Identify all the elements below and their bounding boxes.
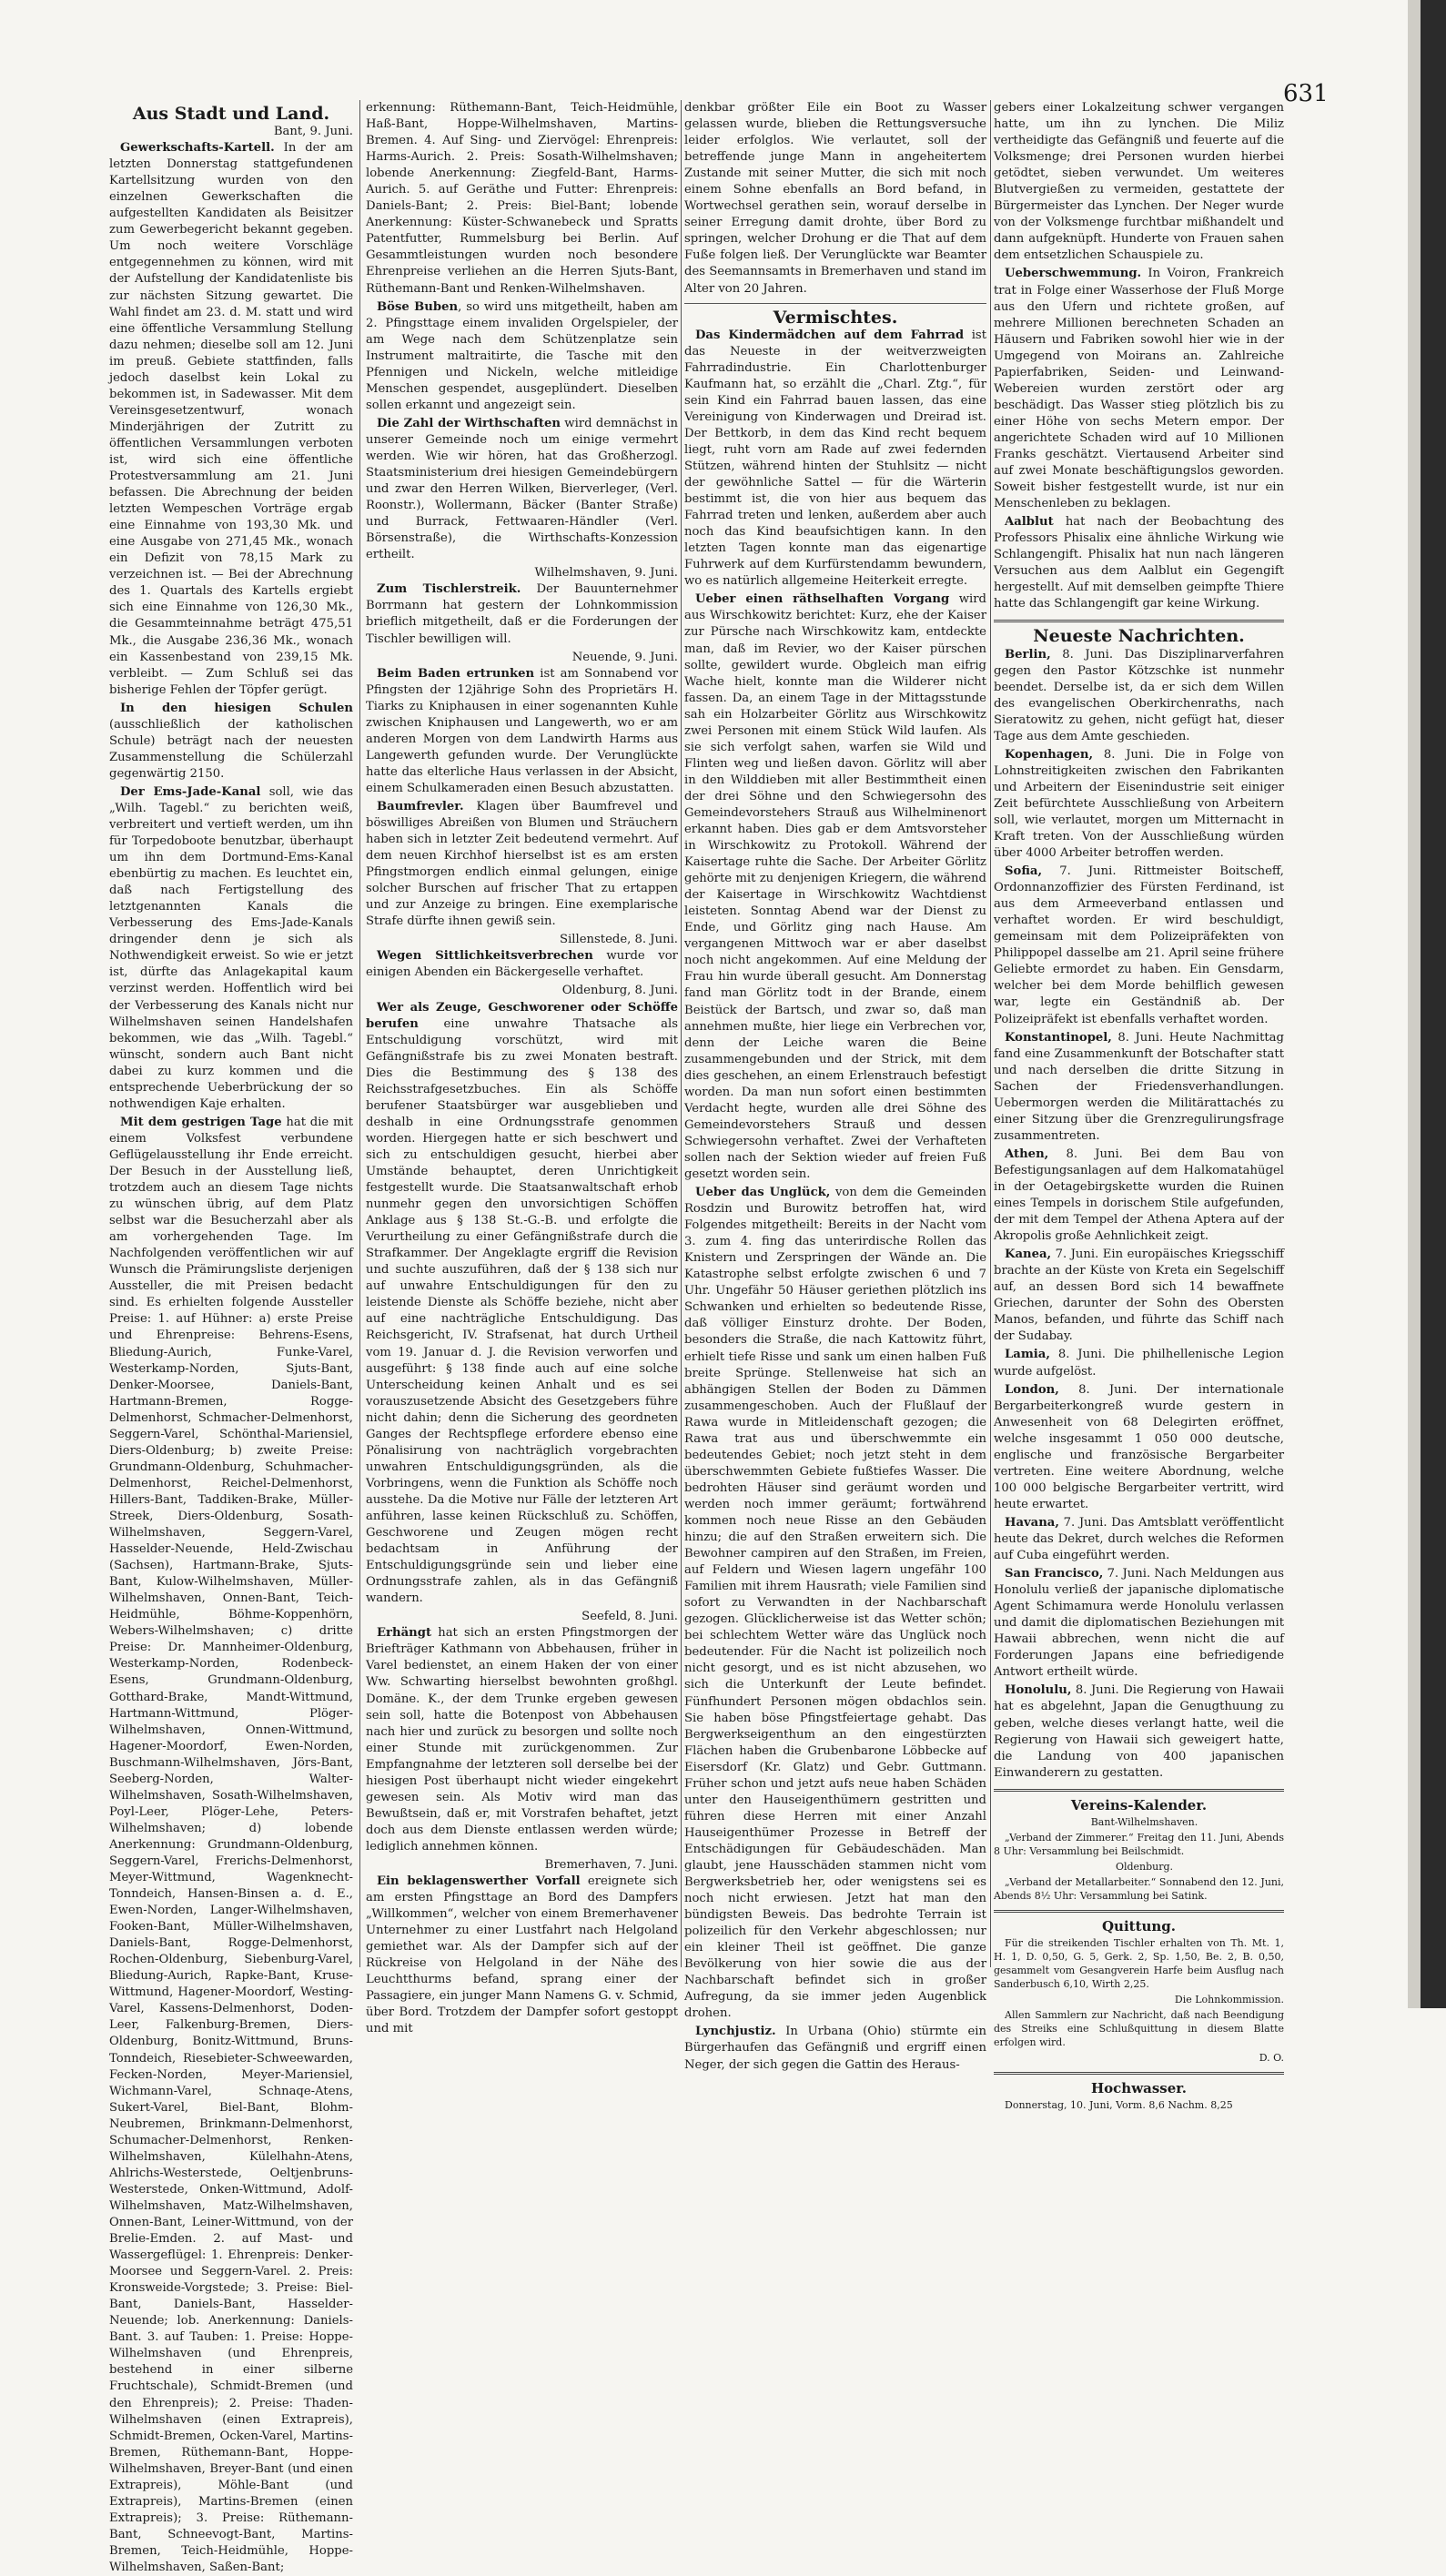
news-item: Berlin, 8. Juni. Das Disziplinarverfahren gegen den Pastor Kötzschke ist nunmehr beendet. Derselbe ist, da er sich dem Willen des evangelischen Oberkirchenraths, nach Sieratowitz zu gehen, nicht gefügt hat, dieser Tage aus dem Amte geschieden. <box>994 647 1284 743</box>
news-item: Havana, 7. Juni. Das Amtsblatt veröffentlicht heute das Dekret, durch welches die Reformen auf Cuba eingeführt werden. <box>994 1515 1284 1563</box>
section-title-misc: Vermischtes. <box>773 307 898 328</box>
news-item: Sofia, 7. Juni. Rittmeister Boitscheff, Ordonnanzoffizier des Fürsten Ferdinand, ist aus dem Armeeverband entlassen und verhaftet worden. Er wird beschuldigt, gemeinsam mit dem Polizeipräfekten von Philippopel dasselbe am 21. April seine frühere Geliebte ermordet zu haben. Ein Gensdarm, welcher bei dem Morde behilflich gewesen war, legte ein Geständniß ab. Der Polizeipräfekt ist ebenfalls verhaftet worden. <box>994 864 1284 1026</box>
article: Ueber einen räthselhaften Vorgang wird aus Wirschkowitz berichtet: Kurz, ehe der Kaiser zur Pürsche nach Wirschkowitz kam, entdeckte man, daß im Revier, wo der Kaiser pürschen sollte, gewildert wurde. Obgleich man eifrig Wache hielt, konnte man die Wilderer nicht fassen. Da, an einem Tage in der Mittagsstunde sah ein Holzarbeiter Görlitz aus Wirschkowitz zwei Personen mit einem Stück Wild laufen. Als sie sich verfolgt sahen, warfen sie Wild und Flinten weg und ließen davon. Görlitz will aber in den Wilddieben mit aller Bestimmtheit einen der drei Söhne und den Schwiegersohn des Gemeindevorstehers Strauß aus Wilhelminenort erkannt haben. Dies gab er dem Amtsvorsteher in Wirschkowitz zu Protokoll. Während der Kaisertage ruhte die Sache. Der Arbeiter Görlitz gehörte mit zu denjenigen Kriegern, die während der Kaisertage in Wirschkowitz Wachtdienst leisteten. Sonntag Abend war der Dienst zu Ende, und Görlitz ging nach Hause. Am vergangenen Mittwoch war er aber daselbst noch nicht angekommen. Auf eine Meldung der Frau hin wurde überall gesucht. Am Donnerstag fand man Görlitz todt in der Brande, einem Beistück der Bartsch, und zwar so, daß man annehmen mußte, hier liege ein Verbrechen vor, denn der Leiche waren die Beine zusammengebunden und der Strick, mit dem dies geschehen, an einem Erlenstrauch befestigt worden. Da man nun sofort einen bestimmten Verdacht hegte, wurden alle drei Söhne des Gemeindevorstehers Strauß und dessen Schwiegersohn verhaftet. Zwei der Verhafteten sollen nach der Sektion wieder auf freien Fuß gesetzt worden sein. <box>684 592 986 1181</box>
column-3 <box>684 100 986 2072</box>
section-divider <box>684 303 986 304</box>
article-continued: gebers einer Lokalzeitung schwer vergangen hatte, um ihn zu lynchen. Die Miliz vertheidigte das Gefängniß und feuerte auf die Volksmenge; drei Personen wurden hierbei getödtet, sieben verwundet. Um weiteres Blutvergießen zu vermeiden, gestattete der Bürgermeister das Lynchen. Der Neger wurde von der Volksmenge furchtbar mißhandelt und dann aufgeknüpft. Hunderte von Frauen sahen dem entsetzlichen Schauspiele zu. <box>994 101 1284 263</box>
quittung-title: Quittung. <box>1101 1917 1177 1935</box>
news-item: Honolulu, 8. Juni. Die Regierung von Hawaii hat es abgelehnt, Japan die Genugthuung zu geben, welche dieses verlangt hatte, weil die Regierung von Hawaii sich geweigert hatte, die Landung von 400 japanischen Einwanderern zu gestatten. <box>994 1683 1284 1780</box>
article: Ueberschwemmung. In Voiron, Frankreich trat in Folge einer Wasserhose der Fluß Morge aus den Ufern und richtete großen, auf mehrere Millionen berechneten Schaden an Häusern und Fabriken sowohl hier wie in der Umgegend von Moirans an. Zahlreiche Papierfabriken, Seiden- und Leinwand-Webereien wurden zerstört oder arg beschädigt. Das Wasser stieg plötzlich bis zu einer Höhe von sechs Metern empor. Der angerichtete Schaden wird auf 10 Millionen Franks geschätzt. Viertausend Arbeiter sind auf zwei Monate beschäftigungslos geworden. Soweit bisher festgestellt wurde, ist nur ein Menschenleben zu beklagen. <box>994 267 1284 511</box>
news-item: London, 8. Juni. Der internationale Bergarbeiterkongreß wurde gestern in Anwesenheit von 68 Delegirten eröffnet, welche insgesammt 1 050 000 deutsche, englische und französische Bergarbeiter vertreten. Eine weitere Abordnung, welche 100 000 belgische Bergarbeiter vertritt, wird heute erwartet. <box>994 1382 1284 1511</box>
article: Ein beklagenswerther Vorfall ereignete sich am ersten Pfingsttage an Bord des Dampfers „Willkommen“, welcher von einem Bremerhavener Unternehmer zu einer Lustfahrt nach Helgoland gemiethet war. Als der Dampfer sich auf der Rückreise von Helgoland in der Nähe des Leuchtthurms befand, sprang einer der Passagiere, ein junger Mann Namens G. v. Schmid, über Bord. Trotzdem der Dampfer sofort gestoppt und mit <box>366 1874 679 2036</box>
verein-title: Vereins-Kalender. <box>1070 1796 1208 1813</box>
article: Der Ems-Jade-Kanal soll, wie das „Wilh. Tagebl.“ zu berichten weiß, verbreitert und vertieft werden, um ihn für Torpedoboote benutzbar, überhaupt um ihn dem Dortmund-Ems-Kanal ebenbürtig zu machen. Es leuchtet ein, daß nach Fertigstellung des letztgenannten Kanals die Verbesserung des Ems-Jade-Kanals dringender denn je sich als Nothwendigkeit erweist. So wie er jetzt ist, dürfte das Anlagekapital kaum verzinst werden. Hoffentlich wird bei der Verbesserung des Kanals nicht nur Wilhelmshaven seinen Handelshafen bekommen, wie das „Wilh. Tagebl.“ wünscht, sondern auch Bant nicht dabei zu kurz kommen und die entsprechende Ueberbrückung der so nothwendigen Kaje erhalten. <box>109 784 353 1111</box>
article: In den hiesigen Schulen (ausschließlich der katholischen Schule) beträgt nach der neuesten Zusammenstellung die Schülerzahl gegenwärtig 2150. <box>109 701 353 781</box>
dateline: Wilhelmshaven, 9. Juni. <box>534 566 678 581</box>
verein-subtitle: Bant-Wilhelmshaven. <box>1090 1815 1198 1828</box>
article: Gewerkschafts-Kartell. In der am letzten Donnerstag stattgefundenen Kartellsitzung wurden von den einzelnen Gewerkschaften die aufgestellten Kandidaten als Beisitzer zum Gewerbegericht bekannt gegeben. Um noch weitere Vorschläge entgegennehmen zu können, wird mit der Aufstellung der Kandidatenliste bis zur nächsten Sitzung gewartet. Die Wahl findet am 23. d. M. statt und wird eine öffentliche Versammlung Stellung dazu nehmen; dieselbe soll am 12. Juni im preuß. Gebiete stattfinden, falls jedoch daselbst kein Lokal zu bekommen ist, in Sadewasser. Mit dem Vereinsgesetzentwurf, wonach Minderjährigen der Zutritt zu öffentlichen Versammlungen verboten ist, wird sich eine öffentliche Protestversammlung am 21. Juni befassen. Die Abrechnung der beiden letzten Wempeschen Vorträge ergab eine Einnahme von 193,30 Mk. und eine Ausgabe von 271,45 Mk., wonach ein Defizit von 78,15 Mark zu verzeichnen ist. — Bei der Abrechnung des 1. Quartals des Kartells ergiebt sich eine Einnahme von 126,30 Mk., die Gesammteinnahme beträgt 475,51 Mk., die Ausgabe 236,36 Mk., wonach ein Kassenbestand von 239,15 Mk. verbleibt. — Zum Schluß sei das bisherige Fehlen der Töpfer gerügt. <box>109 141 353 697</box>
column-rule <box>681 100 682 1967</box>
page-edge <box>1408 0 1421 2008</box>
dateline: Seefeld, 8. Juni. <box>581 1610 678 1624</box>
quittung-note: Allen Sammlern zur Nachricht, daß nach Beendigung des Streiks eine Schlußquittung in diesem Blatte erfolgen wird. <box>994 2008 1284 2048</box>
verein-entry: „Verband der Zimmerer.“ Freitag den 11. Juni, Abends 8 Uhr: Versammlung bei Beilschmidt. <box>994 1831 1284 1857</box>
dateline: Sillenstede, 8. Juni. <box>560 933 678 947</box>
article: Böse Buben, so wird uns mitgetheilt, haben am 2. Pfingsttage einem invaliden Orgelspieler, der am Wege nach dem Schützenplatze sein Instrument maltraitirte, die Tasche mit den Pfennigen und Nickeln, welche mitleidige Menschen gespendet, ausgeplündert. Dieselben sollen erkannt und angezeigt sein. <box>366 299 678 412</box>
news-item: Lamia, 8. Juni. Die philhellenische Legion wurde aufgelöst. <box>994 1348 1285 1379</box>
quittung-initials: D. O. <box>1259 2051 1284 2064</box>
news-item: Kanea, 7. Juni. Ein europäisches Kriegsschiff brachte an der Küste von Kreta ein Segelschiff auf, an dessen Bord sich 14 bewaffnete Griechen, darunter der Sohn des Obersten Manos, befanden, und führte das Schiff nach der Sudabay. <box>994 1248 1284 1344</box>
quittung-text: Für die streikenden Tischler erhalten von Th. Mt. 1, H. 1, D. 0,50, G. 5, Gerk. 2, Sp. 1,50, Be. 2, B. 0,50, gesammelt vom Gesangverein Harfe beim Ausflug nach Sanderbusch 6,10, Wirth 2,25. <box>994 1936 1284 1990</box>
section-divider <box>994 1910 1284 1913</box>
news-item: Konstantinopel, 8. Juni. Heute Nachmittag fand eine Zusammenkunft der Botschafter statt und nach derselben die dritte Sitzung in Sachen der Friedensverhandlungen. Uebermorgen werden die Militärattachés zu einer Sitzung über die Grenzregulirungsfrage zusammentreten. <box>994 1030 1284 1143</box>
section-divider <box>994 620 1284 622</box>
article: Mit dem gestrigen Tage hat die mit einem Volksfest verbundene Geflügelausstellung ihr Ende erreicht. Der Besuch in der Ausstellung ließ, trotzdem auch an diesem Tage nichts zu wünschen übrig, auf dem Platz selbst war die Besucherzahl aber als am vorhergehenden Tage. Im Nachfolgenden veröffentlichen wir auf Wunsch die Prämirungsliste derjenigen Aussteller, die mit Preisen bedacht sind. Es erhielten folgende Aussteller Preise: 1. auf Hühner: a) erste Preise und Ehrenpreise: Behrens-Esens, Bliedung-Aurich, Funke-Varel, Westerkamp-Norden, Sjuts-Bant, Denker-Moorsee, Daniels-Bant, Hartmann-Bremen, Rogge-Delmenhorst, Schmacher-Delmenhorst, Seggern-Varel, Schönthal-Mariensiel, Diers-Oldenburg; b) zweite Preise: Grundmann-Oldenburg, Schuhmacher-Delmenhorst, Reichel-Delmenhorst, Hillers-Bant, Taddiken-Brake, Müller-Streek, Diers-Oldenburg, Sosath-Wilhelmshaven, Seggern-Varel, Hasselder-Neuende, Held-Zwischau (Sachsen), Hartmann-Brake, Sjuts-Bant, Kulow-Wilhelmshaven, Müller-Wilhelmshaven, Onnen-Bant, Teich-Heidmühle, Böhme-Koppenhörn, Webers-Wilhelmshaven; c) dritte Preise: Dr. Mannheimer-Oldenburg, Westerkamp-Norden, Rodenbeck-Esens, Grundmann-Oldenburg, Gotthard-Brake, Mandt-Wittmund, Hartmann-Wittmund, Plöger-Wilhelmshaven, Onnen-Wittmund, Hagener-Moordorf, Ewen-Norden, Buschmann-Wilhelmshaven, Jörs-Bant, Seeberg-Norden, Walter-Wilhelmshaven, Sosath-Wilhelmshaven, Poyl-Leer, Plöger-Lehe, Peters-Wilhelmshaven; d) lobende Anerkennung: Grundmann-Oldenburg, Seggern-Varel, Frerichs-Delmenhorst, Meyer-Wittmund, Wagenknecht-Tonndeich, Hansen-Binsen a. d. E., Ewen-Norden, Langer-Wilhelmshaven, Fooken-Bant, Müller-Wilhelmshaven, Daniels-Bant, Rogge-Delmenhorst, Rochen-Oldenburg, Siebenburg-Varel, Bliedung-Aurich, Rapke-Bant, Kruse-Wittmund, Hagener-Moordorf, Westing-Varel, Kassens-Delmenhorst, Doden-Leer, Falkenburg-Bremen, Diers-Oldenburg, Bonitz-Wittmund, Bruns-Tonndeich, Riesebieter-Schweewarden, Fecken-Norden, Meyer-Mariensiel, Wichmann-Varel, Schnaqe-Atens, Sukert-Varel, Biel-Bant, Blohm-Neubremen, Brinkmann-Delmenhorst, Schumacher-Delmenhorst, Renken-Wilhelmshaven, Külelhahn-Atens, Ahlrichs-Westerstede, Oeltjenbruns-Westerstede, Onken-Wittmund, Adolf-Wilhelmshaven, Matz-Wilhelmshaven, Onnen-Bant, Leiner-Wittmund, von der Brelie-Emden. 2. auf Mast- und Wassergeflügel: 1. Ehrenpreis: Denker-Moorsee und Seggern-Varel. 2. Preis: Kronsweide-Vorgstede; 3. Preise: Biel-Bant, Daniels-Bant, Hasselder-Neuende; lob. Anerkennung: Daniels-Bant. 3. auf Tauben: 1. Preise: Hoppe-Wilhelmshaven (und Ehrenpreis, bestehend in einer silberne Fruchtschale), Schmidt-Bremen (und den Ehrenpreis); 2. Preise: Thaden-Wilhelmshaven (einen Extrapreis), Schmidt-Bremen, Ocken-Varel, Martins-Bremen, Rüthemann-Bant, Hoppe-Wilhelmshaven, Breyer-Bant (und einen Extrapreis), Möhle-Bant (und Extrapreis), Martins-Bremen (einen Extrapreis); 3. Preise: Rüthemann-Bant, Schneevogt-Bant, Martins-Bremen, Teich-Heidmühle, Hoppe-Wilhelmshaven, Saßen-Bant; <box>109 1115 353 2574</box>
news-item: Kopenhagen, 8. Juni. Die in Folge von Lohnstreitigkeiten zwischen den Fabrikanten und Arbeitern der Eisenindustrie seit einiger Zeit befürchtete Ausschließung von Arbeitern soll, wie verlautet, morgen um Mitternacht in Kraft treten. Von der Ausschließung würden über 4000 Arbeiter betroffen werden. <box>994 747 1284 861</box>
news-item: Athen, 8. Juni. Bei dem Bau von Befestigungsanlagen auf dem Halkomatahügel in der Oetagebirgskette wurden die Ruinen eines Tempels in dorischem Stile aufgefunden, der mit dem Tempel der Athena Aptera auf der Akropolis große Aehnlichkeit zeigt. <box>994 1147 1284 1244</box>
news-item: San Francisco, 7. Juni. Nach Meldungen aus Honolulu verließ der japanische diplomatische Agent Schimamura werde Honolulu verlassen und damit die diplomatischen Beziehungen mit Hawaii abbrechen, wenn nicht die auf Forderungen Japans eine befriedigende Antwort ertheilt würde. <box>994 1567 1284 1680</box>
article: Das Kindermädchen auf dem Fahrrad ist das Neueste in der weitverzweigten Fahrradindustrie. Ein Charlottenburger Kaufmann hat, so erzählt die „Charl. Ztg.“, für sein Kind ein Fahrrad bauen lassen, das eine Vereinigung von Kinderwagen und Dreirad ist. Der Bettkorb, in dem das Kind recht bequem liegt, ruht vorn am Rade auf zwei federnden Stützen, während hinten der Stuhlsitz — nicht der gewöhnliche Sattel — für die Wärterin bestimmt ist, die von hier aus bequem das Fahrrad treten und lenken, außerdem aber auch noch das Kind beaufsichtigen kann. In den letzten Tagen konnte man das eigenartige Fuhrwerk auf dem Kurfürstendamm bewundern, wo es natürlich allgemeine Heiterkeit erregte. <box>684 328 986 589</box>
hochwasser-text: Donnerstag, 10. Juni, Vorm. 8,6 Nachm. 8,25 <box>1005 2098 1233 2111</box>
article: Baumfrevler. Klagen über Baumfrevel und böswilliges Abreißen von Blumen und Sträuchern haben sich in letzter Zeit bedeutend vermehrt. Auf dem neuen Kirchhof hierselbst ist es am ersten Pfingstmorgen endlich einmal gelungen, einige solcher Burschen auf frischer That zu ertappen und zur Anzeige zu bringen. Eine exemplarische Strafe dürfte ihnen gewiß sein. <box>366 799 679 929</box>
quittung-signature: Die Lohnkommission. <box>1174 1993 1284 2005</box>
article: Lynchjustiz. In Urbana (Ohio) stürmte ein Bürgerhaufen das Gefängniß und ergriff einen Neger, der sich gegen die Gattin des Heraus- <box>684 2025 986 2072</box>
article: Aalblut hat nach der Beobachtung des Professors Phisalix eine ähnliche Wirkung wie Schlangengift. Phisalix hat nun nach längeren Versuchen aus dem Aalblut ein Gegengift hergestellt. Auf mit demselben geimpfte Thiere hatte das Schlangengift gar keine Wirkung. <box>994 515 1284 611</box>
article: Wegen Sittlichkeitsverbrechen wurde vor einigen Abenden ein Bäckergeselle verhaftet. <box>366 949 678 980</box>
verein-entry: „Verband der Metallarbeiter.“ Sonnabend den 12. Juni, Abends 8½ Uhr: Versammlung bei Satink. <box>994 1875 1284 1902</box>
dateline: Oldenburg, 8. Juni. <box>561 984 678 998</box>
article: Beim Baden ertrunken ist am Sonnabend vor Pfingsten der 12jährige Sohn des Proprietärs H. Tiarks zu Kniphausen in einer sogenannten Kuhle zwischen Kniphausen und Langewerth, wo er am anderen Morgen von dem Landwirth Harms aus Langewerth gefunden wurde. Der Verunglückte hatte das elterliche Haus verlassen in der Absicht, einem Schulkameraden einen Besuch abzustatten. <box>366 666 678 795</box>
page-number: 631 <box>1283 80 1329 107</box>
hochwasser-title: Hochwasser. <box>1090 2079 1188 2096</box>
section-title-news: Neueste Nachrichten. <box>1033 626 1245 647</box>
column-4 <box>994 100 1285 2111</box>
section-title-local: Aus Stadt und Land. <box>132 104 330 124</box>
article: Ueber das Unglück, von dem die Gemeinden Rosdzin und Burowitz betroffen hat, wird Folgendes mitgetheilt: Bereits in der Nacht vom 3. zum 4. fing das unterirdische Rollen das Knistern und Zerspringen der Wände an. Die Katastrophe selbst erfolgte zwischen 6 und 7 Uhr. Ungefähr 50 Häuser geriethen plötzlich ins Schwanken und erhielten so bedeutende Risse, daß völliger Einsturz drohte. Der Boden, besonders die Straße, die nach Kattowitz führt, erhielt tiefe Risse und sank um einen halben Fuß breite Sprünge. Stellenweise hat sich an abhängigen Stellen der Boden zu Dämmen zusammengeschoben. Auch der Flußlauf der Rawa wurde in Mitleidenschaft gezogen; die Rawa trat aus und überschwemmte ein bedeutendes Gebiet; noch jetzt steht in dem überschwemmten Gebiete fußtiefes Wasser. Die bedrohten Häuser sind geräumt worden und werden noch immer geräumt; fortwährend kommen noch neue Risse an den Gebäuden hinzu; die auf den Straßen erweitern sich. Die Bewohner campiren auf den Straßen, im Freien, auf Feldern und Wiesen lagern ungefähr 100 Familien mit ihrem Hausrath; viele Familien sind sofort zu Verwandten in der Nachbarschaft gezogen. Glücklicherweise ist das Wetter schön; bei schlechtem Wetter wäre das Unglück noch bedeutender. Für die Nacht ist polizeilich noch nicht gesorgt, und es ist nicht abzusehen, wo sich die Unterkunft der Leute befindet. Fünfhundert Personen mögen obdachlos sein. Sie haben böse Pfingstfeiertage gehabt. Das Bergwerkseigenthum an den eingestürzten Flächen haben die Grubenbarone Löbbecke auf Eisersdorf (Kr. Glatz) und Gebr. Guttmann. Früher schon und jetzt aufs neue haben Schäden unter den Hauseigenthümern gestritten und führen diese Herren mit einer Anzahl Hauseigenthümer Prozesse in Betreff der Entschädigungen für Gebäudeschäden. Man glaubt, jene Hausschäden stammen nicht vom Bergwerksbetrieb her, oder wenigstens sei es noch nicht erwiesen. Jetzt hat man den bündigsten Beweis. Das bedrohte Terrain ist polizeilich für den Verkehr abgeschlossen; nur ein kleiner Theil ist geöffnet. Die ganze Bevölkerung von hier sowie die aus der Nachbarschaft befindet sich in großer Aufregung, da sie immer jeden Augenblick drohen. <box>684 1186 986 2021</box>
article: Zum Tischlerstreik. Der Bauunternehmer Borrmann hat gestern der Lohnkommission brieflich mitgetheilt, daß er die Forderungen der Tischler bewilligen will. <box>366 582 678 646</box>
article-continued: erkennung: Rüthemann-Bant, Teich-Heidmühle, Haß-Bant, Hoppe-Wilhelmshaven, Martins-Bremen. 4. Auf Sing- und Ziervögel: Ehrenpreis: Harms-Aurich. 2. Preis: Sosath-Wilhelmshaven; lobende Anerkennung: Ziegfeld-Bant, Harms-Aurich. 5. auf Geräthe und Futter: Ehrenpreis: Daniels-Bant; 2. Preis: Biel-Bant; lobende Anerkennung: Küster-Schwanebeck und Spratts Patentfutter, Rummelsburg bei Berlin. Auf Gesammtleistungen wurden noch besondere Ehrenpreise verliehen an die Herren Sjuts-Bant, Rüthemann-Bant und Renken-Wilhelmshaven. <box>366 101 678 296</box>
dateline: Neuende, 9. Juni. <box>571 650 678 664</box>
article: Die Zahl der Wirthschaften wird demnächst in unserer Gemeinde noch um einige vermehrt werden. Wie wir hören, hat das Großherzogl. Staatsministerium drei hiesigen Gemeindebürgern und zwar den Herren Wilken, Bierverleger, (Verl. Roonstr.), Wollermann, Bäcker (Banter Straße) und Burrack, Fettwaaren-Händler (Verl. Börsenstraße), die Wirthschafts-Konzession ertheilt. <box>366 416 678 562</box>
section-divider <box>994 2072 1284 2075</box>
article: Erhängt hat sich an ersten Pfingstmorgen der Briefträger Kathmann von Abbehausen, früher in Varel bedienstet, an einem Haken der von einer Ww. Schwarting hierselbst bewohnten großhgl. Domäne. K., der dem Trunke ergeben gewesen sein soll, hatte die Botenpost von Abbehausen nach hier und zurück zu besorgen und sollte noch einer Stunde mit zurückgenommen. Zur Empfangnahme der letzteren soll derselbe bei der hiesigen Post überhaupt nicht wieder eingekehrt gewesen sein. Als Motiv wird man das Bewußtsein, daß er, mit Vorstrafen behaftet, jetzt doch aus dem Dienste entlassen werden würde; lediglich annehmen können. <box>366 1626 678 1854</box>
verein-subtitle: Oldenburg. <box>1115 1860 1174 1873</box>
scan-border <box>1421 0 1446 2008</box>
dateline: Bremerhaven, 7. Juni. <box>544 1857 678 1872</box>
section-divider <box>994 1789 1284 1792</box>
article: Wer als Zeuge, Geschworener oder Schöffe berufen eine unwahre Thatsache als Entschuldigung vorschützt, wird mit Gefängnißstrafe bis zu zwei Monaten bestraft. Dies die Bestimmung des § 138 des Reichsstrafgesetzbuches. Ein als Schöffe berufener Staatsbürger war ausgeblieben und deshalb in eine Ordnungsstrafe genommen worden. Hiergegen hatte er sich beschwert und sich zu entschuldigen gesucht, hierbei aber Umstände behauptet, deren Unrichtigkeit festgestellt wurde. Die Staatsanwaltschaft erhob nunmehr gegen den unvorsichtigen Schöffen Anklage aus § 138 St.-G.-B. und erfolgte die Verurtheilung zu einer Gefängnißstrafe durch die Strafkammer. Der Angeklagte ergriff die Revision und suchte auszuführen, daß der § 138 sich nur auf unwahre Entschuldigungen für den zu leistende Dienste als Schöffe beziehe, nicht aber auf eine nachträgliche Entschuldigung. Das Reichsgericht, IV. Strafsenat, hat durch Urtheil vom 19. Januar d. J. die Revision verworfen und ausgeführt: § 138 finde auch auf eine solche Unterscheidung keinen Anhalt und es sei vorauszusetzende Absicht des Gesetzgebers führe nicht dahin; denn die Sicherung des geordneten Ganges der Rechtspflege erfordere ebenso eine Pönalisirung von nachträglich vorgebrachten unwahren Entschuldigungsgründen, als die Vorbringens, wenn die Funktion als Schöffe noch ausstehe. Da die Motive nur Fälle der letzteren Art anführen, lasse keinen Rückschluß zu. Schöffen, Geschworene und Zeugen mögen recht bedachtsam in Anführung der Entschuldigungsgründe sein und lieber eine Ordnungsstrafe zahlen, als in das Gefängniß wandern. <box>366 1000 678 1606</box>
article-continued: denkbar größter Eile ein Boot zu Wasser gelassen wurde, blieben die Rettungsversuche leider erfolglos. Wie verlautet, soll der betreffende junge Mann in angeheitertem Zustande mit seiner Mutter, die sich mit noch einem Sohne ebenfalls an Bord befand, in Wortwechsel gerathen sein, worauf derselbe in seiner Erregung damit drohte, über Bord zu springen, welcher Drohung er die That auf dem Fuße folgen ließ. Der Verunglückte war Beamter des Seemannsamts in Bremerhaven und stand im Alter von 20 Jahren. <box>684 101 986 296</box>
column-rule <box>359 100 360 1967</box>
column-1 <box>109 100 353 2574</box>
column-2 <box>366 100 679 2036</box>
column-rule <box>990 100 991 1967</box>
dateline: Bant, 9. Juni. <box>273 125 353 139</box>
